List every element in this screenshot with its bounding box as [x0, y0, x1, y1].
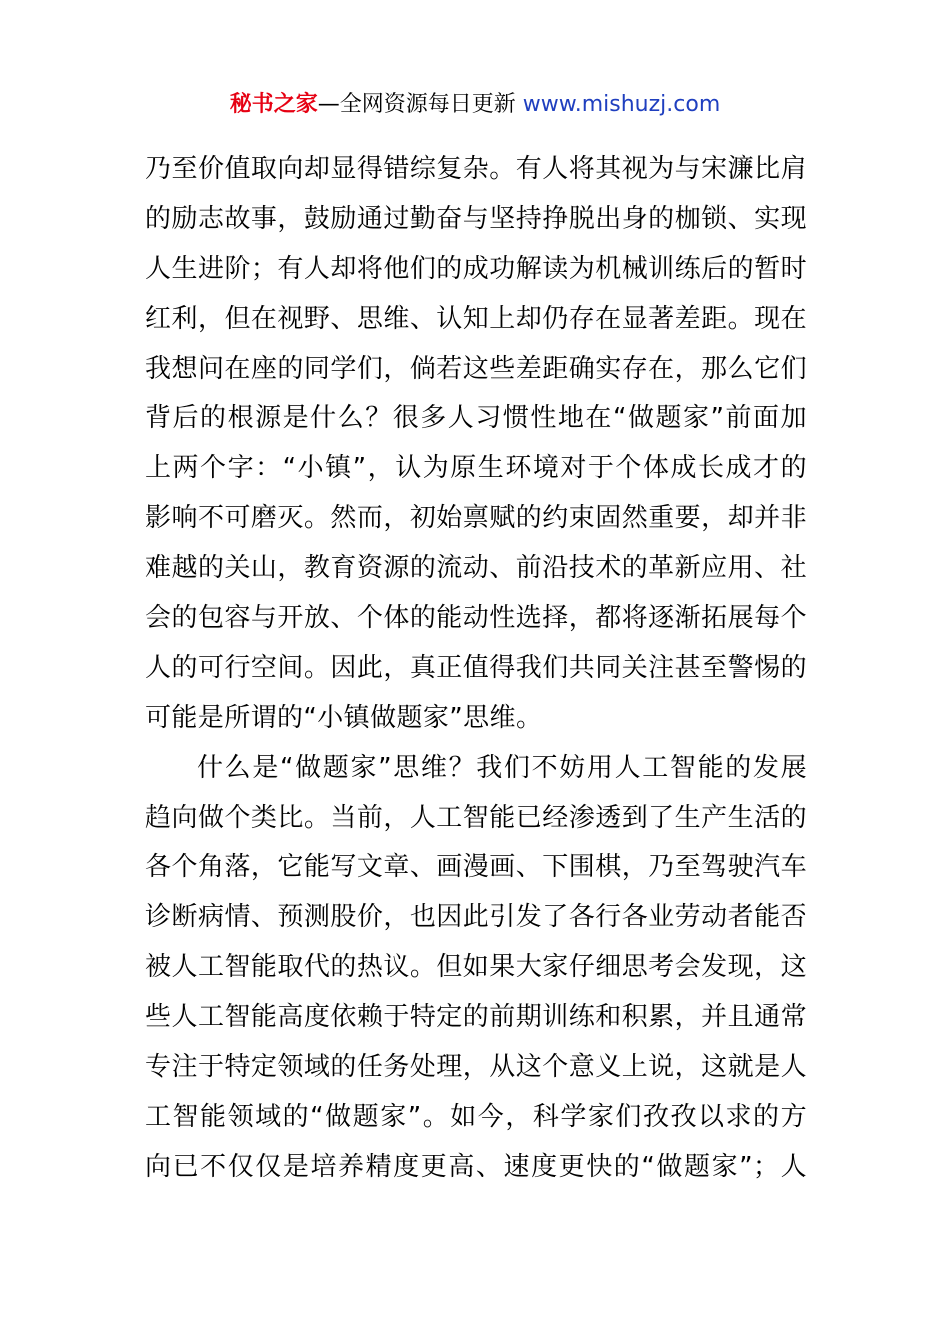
text-line: 什么是“做题家”思维？我们不妨用人工智能的发展 — [197, 752, 807, 783]
site-tagline: —全网资源每日更新 — [317, 92, 516, 117]
site-url-link[interactable]: www.mishuzj.com — [522, 92, 721, 117]
site-brand: 秘书之家 — [229, 92, 318, 117]
text-line: 专注于特定领域的任务处理，从这个意义上说，这就是人 — [145, 1052, 807, 1083]
text-line: 被人工智能取代的热议。但如果大家仔细思考会发现，这 — [145, 952, 807, 983]
text-line: 可能是所谓的“小镇做题家”思维。 — [145, 702, 543, 733]
text-line: 难越的关山，教育资源的流动、前沿技术的革新应用、社 — [145, 553, 807, 584]
text-line: 的励志故事，鼓励通过勤奋与坚持挣脱出身的枷锁、实现 — [145, 203, 807, 234]
text-line: 红利，但在视野、思维、认知上却仍存在显著差距。现在 — [145, 303, 807, 334]
text-line: 人的可行空间。因此，真正值得我们共同关注甚至警惕的 — [145, 652, 807, 683]
document-body — [145, 145, 807, 1193]
text-line: 向已不仅仅是培养精度更高、速度更快的“做题家”；人 — [145, 1151, 807, 1182]
site-header — [0, 88, 950, 122]
text-line: 乃至价值取向却显得错综复杂。有人将其视为与宋濂比肩 — [145, 154, 807, 184]
text-line: 背后的根源是什么？很多人习惯性地在“做题家”前面加 — [145, 403, 807, 434]
text-line: 人生进阶；有人却将他们的成功解读为机械训练后的暂时 — [145, 253, 807, 284]
text-line: 趋向做个类比。当前，人工智能已经渗透到了生产生活的 — [145, 802, 807, 833]
text-line: 上两个字：“小镇”，认为原生环境对于个体成长成才的 — [145, 453, 807, 484]
text-line: 影响不可磨灭。然而，初始禀赋的约束固然重要，却并非 — [145, 503, 807, 534]
paragraph — [145, 744, 807, 1193]
text-line: 会的包容与开放、个体的能动性选择，都将逐渐拓展每个 — [145, 603, 807, 634]
text-line: 些人工智能高度依赖于特定的前期训练和积累，并且通常 — [145, 1002, 807, 1033]
text-line: 诊断病情、预测股价，也因此引发了各行各业劳动者能否 — [145, 902, 807, 933]
text-line: 工智能领域的“做题家”。如今，科学家们孜孜以求的方 — [145, 1101, 807, 1132]
text-line: 我想问在座的同学们，倘若这些差距确实存在，那么它们 — [145, 353, 807, 384]
paragraph — [145, 145, 807, 744]
text-line: 各个角落，它能写文章、画漫画、下围棋，乃至驾驶汽车 — [145, 852, 807, 883]
